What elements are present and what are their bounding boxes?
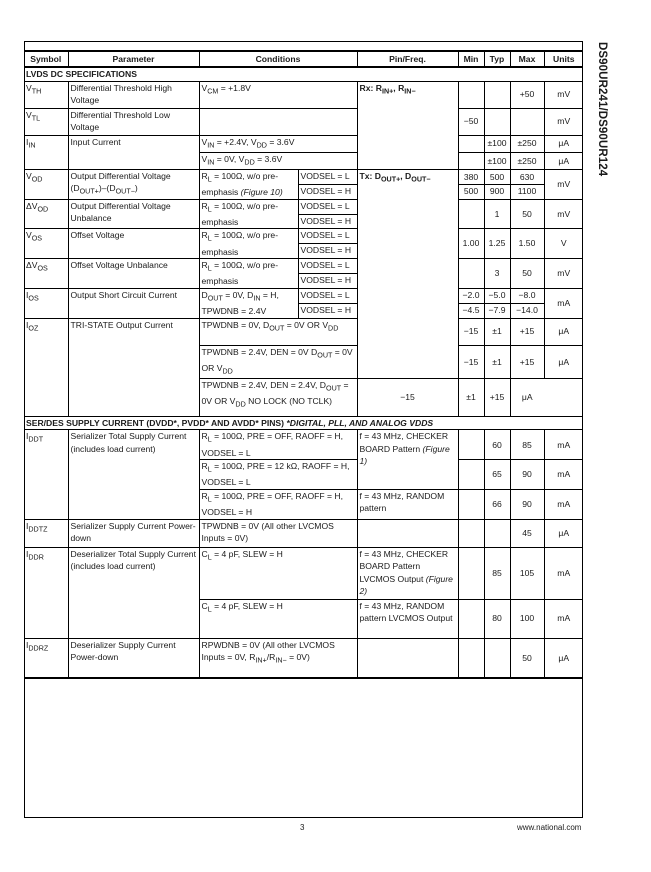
conditions: $V_{CM} = +1.8V$ (199, 81, 357, 108)
symbol: $I_{DDTZ}$ (24, 519, 68, 547)
max-value: 105 (510, 547, 544, 599)
conditions: $C_L = 4$ pF, SLEW = H (199, 599, 357, 638)
parameter: Offset Voltage Unbalance (68, 259, 199, 289)
typ-value: ±1 (458, 378, 484, 416)
max-value: 100 (510, 599, 544, 638)
col-units: Units (544, 51, 583, 67)
part-number-sidebar: DS90UR241/DS90UR124 (596, 42, 608, 177)
parameter: Offset Voltage (68, 229, 199, 259)
max-value: 90 (510, 489, 544, 519)
conditions: $D_{OUT} = 0V$, $D_{IN} = H$, TPWDNB = 2.4V (199, 288, 298, 318)
vodsel: VODSEL = L (298, 229, 357, 244)
min-value: −15 (458, 345, 484, 378)
typ-value: −5.0 (484, 288, 510, 303)
symbol: $V_{OS}$ (24, 229, 68, 259)
unit: V (544, 229, 583, 259)
typ-value: 60 (484, 430, 510, 460)
min-value: −15 (357, 378, 458, 416)
section-note: *DIGITAL, PLL, AND ANALOG VDDS (286, 417, 434, 428)
unit: μA (510, 378, 544, 416)
conditions: $R_L = 100\Omega$, w/o pre-emphasis (Figure 10) (199, 169, 298, 199)
unit: mA (544, 430, 583, 460)
unit: mA (544, 460, 583, 490)
typ-value: ±100 (484, 152, 510, 169)
pin-rx: Rx: $R_{IN+}$, $R_{IN-}$ (357, 81, 458, 169)
unit: mV (544, 199, 583, 229)
vodsel: VODSEL = L (298, 199, 357, 214)
min-value: −4.5 (458, 303, 484, 318)
parameter: Deserializer Supply Current Power-down (68, 638, 199, 678)
max-value: −8.0 (510, 288, 544, 303)
vodsel: VODSEL = L (298, 288, 357, 303)
typ-value: ±1 (484, 318, 510, 345)
max-value: 85 (510, 430, 544, 460)
conditions: $R_L = 100\Omega$, PRE = 12 kΩ, RAOFF = H, VODSEL = L (199, 460, 357, 490)
unit: mA (544, 288, 583, 318)
pin-freq: f = 43 MHz, RANDOM pattern LVCMOS Output (357, 599, 458, 638)
unit: mA (544, 547, 583, 599)
unit: μA (544, 638, 583, 678)
website-link[interactable]: www.national.com (517, 823, 582, 832)
symbol: $I_{DDRZ}$ (24, 638, 68, 678)
unit: mV (544, 108, 583, 135)
max-value: ±250 (510, 135, 544, 152)
col-pin: Pin/Freq. (357, 51, 458, 67)
col-max: Max (510, 51, 544, 67)
conditions: $R_L = 100\Omega$, PRE = OFF, RAOFF = H, VODSEL = H (199, 489, 357, 519)
typ-value: 80 (484, 599, 510, 638)
section-supply (24, 416, 583, 430)
vodsel: VODSEL = L (298, 259, 357, 274)
max-value: +15 (510, 345, 544, 378)
col-typ: Typ (484, 51, 510, 67)
max-value: 1100 (510, 184, 544, 199)
symbol: $I_{OS}$ (24, 288, 68, 318)
vodsel: VODSEL = H (298, 303, 357, 318)
max-value: +15 (484, 378, 510, 416)
conditions: RPWDNB = 0V (All other LVCMOS Inputs = 0V, $R_{IN+}/R_{IN-} = 0V$) (199, 638, 357, 678)
pin-freq: f = 43 MHz, CHECKER BOARD Pattern (Figure 1) (357, 430, 458, 489)
symbol: $V_{TL}$ (24, 108, 68, 135)
symbol: $I_{DDT}$ (24, 430, 68, 519)
conditions: TPWDNB = 2.4V, DEN = 0V $D_{OUT} = 0V$ OR $V_{DD}$ (199, 345, 357, 378)
max-value: 50 (510, 638, 544, 678)
unit: mA (544, 599, 583, 638)
symbol: $V_{OD}$ (24, 169, 68, 199)
parameter: Deserializer Total Supply Current (includes load current) (68, 547, 199, 638)
symbol: $I_{OZ}$ (24, 318, 68, 416)
vodsel: VODSEL = L (298, 169, 357, 184)
unit: mA (544, 489, 583, 519)
vodsel: VODSEL = H (298, 244, 357, 259)
typ-value: 65 (484, 460, 510, 490)
typ-value: −7.9 (484, 303, 510, 318)
page-number: 3 (300, 823, 305, 832)
min-value: −50 (458, 108, 484, 135)
conditions: $C_L = 4$ pF, SLEW = H (199, 547, 357, 599)
min-value: 500 (458, 184, 484, 199)
parameter: Output Differential Voltage Unbalance (68, 199, 199, 229)
parameter: Input Current (68, 135, 199, 169)
typ-value: 66 (484, 489, 510, 519)
typ-value: 1.25 (484, 229, 510, 259)
unit: μA (544, 345, 583, 378)
section-lvds: LVDS DC SPECIFICATIONS (24, 67, 583, 81)
max-value: 1.50 (510, 229, 544, 259)
conditions: TPWDNB = 2.4V, DEN = 2.4V, $D_{OUT} = 0V$ OR $V_{DD}$ NO LOCK (NO TCLK) (199, 378, 357, 416)
parameter: Serializer Supply Current Power-down (68, 519, 199, 547)
pin-freq: f = 43 MHz, RANDOM pattern (357, 489, 458, 519)
unit: mV (544, 169, 583, 199)
symbol: $I_{IN}$ (24, 135, 68, 169)
min-value: 380 (458, 169, 484, 184)
col-min: Min (458, 51, 484, 67)
parameter: Differential Threshold Low Voltage (68, 108, 199, 135)
symbol: $I_{DDR}$ (24, 547, 68, 638)
typ-value: 1 (484, 199, 510, 229)
min-value: −2.0 (458, 288, 484, 303)
parameter: Output Differential Voltage $(D_{OUT+})-(D_{OUT-})$ (68, 169, 199, 199)
max-value: ±250 (510, 152, 544, 169)
col-symbol: Symbol (24, 51, 68, 67)
conditions: $R_L = 100\Omega$, w/o pre-emphasis (199, 199, 298, 229)
max-value: +15 (510, 318, 544, 345)
max-value: 50 (510, 199, 544, 229)
unit: μA (544, 152, 583, 169)
vodsel: VODSEL = H (298, 184, 357, 199)
max-value: 45 (510, 519, 544, 547)
max-value: −14.0 (510, 303, 544, 318)
unit: mV (544, 259, 583, 289)
pin-freq: f = 43 MHz, CHECKER BOARD Pattern LVCMOS Output (Figure 2) (357, 547, 458, 599)
unit: μA (544, 318, 583, 345)
typ-value: ±100 (484, 135, 510, 152)
max-value: 630 (510, 169, 544, 184)
unit: mV (544, 81, 583, 108)
conditions: $V_{IN} = 0V$, $V_{DD} = 3.6V$ (199, 152, 357, 169)
typ-value: ±1 (484, 345, 510, 378)
unit: μA (544, 135, 583, 152)
symbol: $\Delta V_{OS}$ (24, 259, 68, 289)
min-value: −15 (458, 318, 484, 345)
col-parameter: Parameter (68, 51, 199, 67)
col-conditions: Conditions (199, 51, 357, 67)
typ-value: 900 (484, 184, 510, 199)
max-value: +50 (510, 81, 544, 108)
conditions: TPWDNB = 0V (All other LVCMOS Inputs = 0V) (199, 519, 357, 547)
typ-value: 3 (484, 259, 510, 289)
symbol: $V_{TH}$ (24, 81, 68, 108)
min-value: 1.00 (458, 229, 484, 259)
max-value: 50 (510, 259, 544, 289)
vodsel: VODSEL = H (298, 273, 357, 288)
typ-value: 85 (484, 547, 510, 599)
parameter: Output Short Circuit Current (68, 288, 199, 318)
section-title: SER/DES SUPPLY CURRENT (DVDD*, PVDD* AND AVDD* PINS) (26, 417, 287, 428)
unit: μA (544, 519, 583, 547)
parameter: Serializer Total Supply Current (includes load current) (68, 430, 199, 519)
symbol: $\Delta V_{OD}$ (24, 199, 68, 229)
vodsel: VODSEL = H (298, 214, 357, 229)
header-row (24, 51, 583, 67)
typ-value: 500 (484, 169, 510, 184)
conditions: TPWDNB = 0V, $D_{OUT} = 0V$ OR $V_{DD}$ (199, 318, 357, 345)
specifications-table (24, 50, 583, 679)
conditions: $R_L = 100\Omega$, w/o pre-emphasis (199, 259, 298, 289)
conditions: $R_L = 100\Omega$, w/o pre-emphasis (199, 229, 298, 259)
pin-tx: Tx: $D_{OUT+}$, $D_{OUT-}$ (357, 169, 458, 378)
parameter: Differential Threshold High Voltage (68, 81, 199, 108)
parameter: TRI-STATE Output Current (68, 318, 199, 416)
conditions: $R_L = 100\Omega$, PRE = OFF, RAOFF = H, VODSEL = L (199, 430, 357, 460)
max-value: 90 (510, 460, 544, 490)
conditions: $V_{IN} = +2.4V$, $V_{DD} = 3.6V$ (199, 135, 357, 152)
